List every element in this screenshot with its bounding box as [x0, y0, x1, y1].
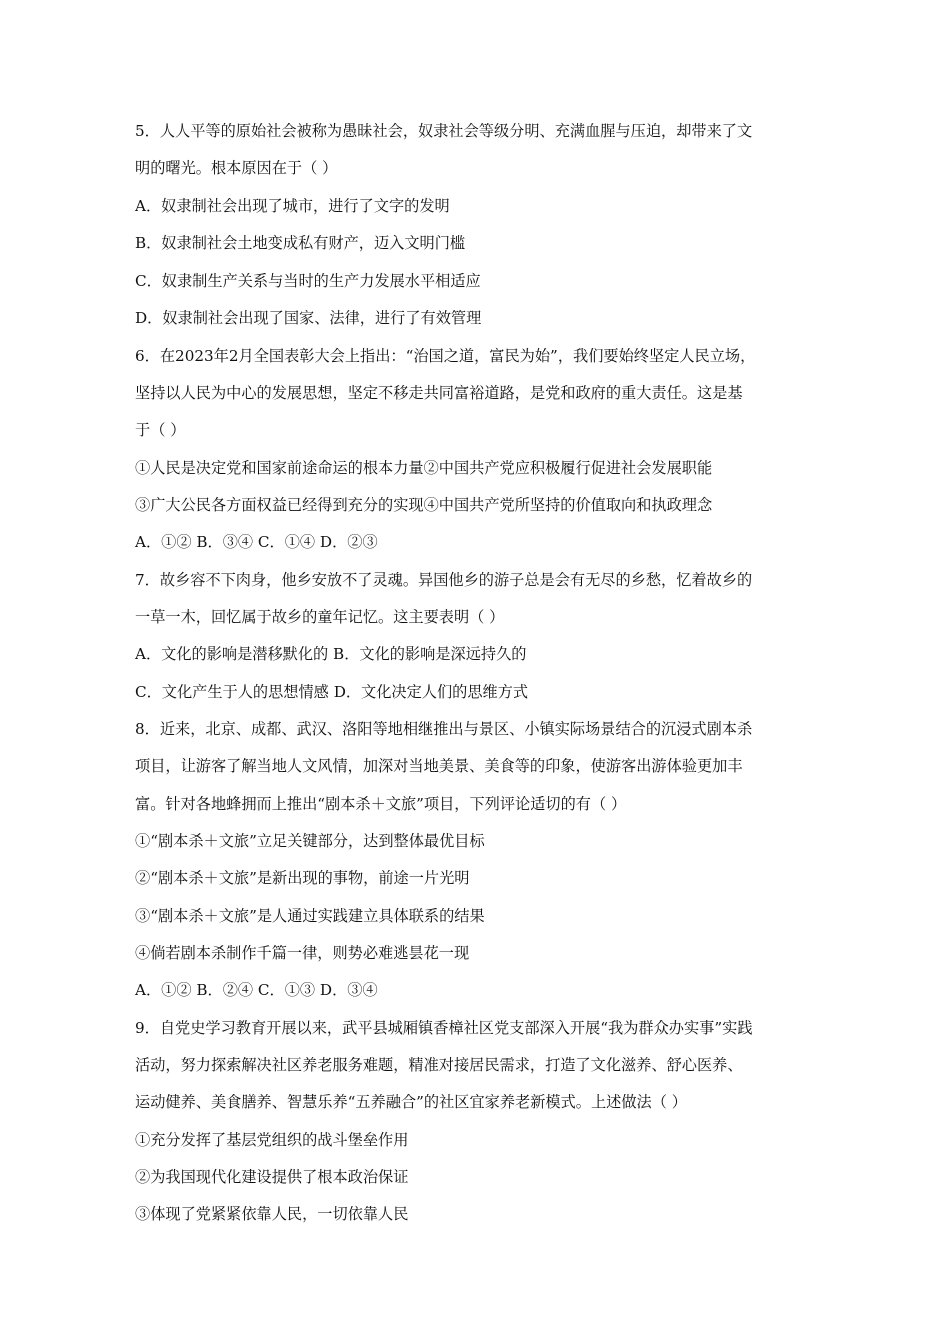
q5-stem-line-1: 5．人人平等的原始社会被称为愚昧社会，奴隶社会等级分明、充满血腥与压迫，却带来了文 — [135, 122, 753, 140]
q7-options-cd: C．文化产生于人的思想情感 D．文化决定人们的思维方式 — [135, 683, 529, 701]
q8-statement-1: ①“剧本杀＋文旅”立足关键部分，达到整体最优目标 — [135, 832, 485, 850]
q8-stem-line-2: 项目，让游客了解当地人文风情，加深对当地美景、美食等的印象，使游客出游体验更加丰 — [135, 757, 743, 775]
q6-stem-line-2: 坚持以人民为中心的发展思想，坚定不移走共同富裕道路，是党和政府的重大责任。这是基 — [135, 384, 743, 402]
q7-options-ab: A．文化的影响是潜移默化的 B．文化的影响是深远持久的 — [135, 645, 527, 663]
q6-statements-1-2: ①人民是决定党和国家前途命运的根本力量②中国共产党应积极履行促进社会发展职能 — [135, 459, 713, 477]
q5-option-c: C．奴隶制生产关系与当时的生产力发展水平相适应 — [135, 272, 481, 290]
q5-option-b: B．奴隶制社会土地变成私有财产，迈入文明门槛 — [135, 234, 466, 252]
q8-statement-4: ④倘若剧本杀制作千篇一律，则势必难逃昙花一现 — [135, 944, 470, 962]
q9-statement-1: ①充分发挥了基层党组织的战斗堡垒作用 — [135, 1131, 409, 1149]
q9-stem-line-1: 9．自党史学习教育开展以来，武平县城厢镇香樟社区党支部深入开展“我为群众办实事”实践 — [135, 1019, 753, 1037]
q5-option-a: A．奴隶制社会出现了城市，进行了文字的发明 — [135, 197, 450, 215]
q6-stem-line-3: 于（ ） — [135, 421, 186, 439]
q8-options: A．①② B．②④ C．①③ D．③④ — [135, 981, 378, 999]
q5-option-d: D．奴隶制社会出现了国家、法律，进行了有效管理 — [135, 309, 482, 327]
q9-statement-3: ③体现了党紧紧依靠人民，一切依靠人民 — [135, 1205, 409, 1223]
q6-stem-line-1: 6．在2023年2月全国表彰大会上指出：“治国之道，富民为始”，我们要始终坚定人民立场， — [135, 347, 756, 365]
q9-stem-line-3: 运动健养、美食膳养、智慧乐养“五养融合”的社区宜家养老新模式。上述做法（ ） — [135, 1093, 687, 1111]
q8-statement-3: ③“剧本杀＋文旅”是人通过实践建立具体联系的结果 — [135, 907, 485, 925]
q5-stem-line-2: 明的曙光。根本原因在于（ ） — [135, 159, 338, 177]
q7-stem-line-1: 7．故乡容不下肉身，他乡安放不了灵魂。异国他乡的游子总是会有无尽的乡愁，忆着故乡的 — [135, 571, 753, 589]
q8-stem-line-3: 富。针对各地蜂拥而上推出“剧本杀＋文旅”项目，下列评论适切的有（ ） — [135, 795, 627, 813]
q7-stem-line-2: 一草一木，回忆属于故乡的童年记忆。这主要表明（ ） — [135, 608, 505, 626]
q6-options: A．①② B．③④ C．①④ D．②③ — [135, 533, 378, 551]
q9-stem-line-2: 活动，努力探索解决社区养老服务难题，精准对接居民需求，打造了文化滋养、舒心医养、 — [135, 1056, 743, 1074]
q8-stem-line-1: 8．近来，北京、成都、武汉、洛阳等地相继推出与景区、小镇实际场景结合的沉浸式剧本杀 — [135, 720, 753, 738]
q6-statements-3-4: ③广大公民各方面权益已经得到充分的实现④中国共产党所坚持的价值取向和执政理念 — [135, 496, 713, 514]
q8-statement-2: ②“剧本杀＋文旅”是新出现的事物，前途一片光明 — [135, 869, 470, 887]
q9-statement-2: ②为我国现代化建设提供了根本政治保证 — [135, 1168, 409, 1186]
